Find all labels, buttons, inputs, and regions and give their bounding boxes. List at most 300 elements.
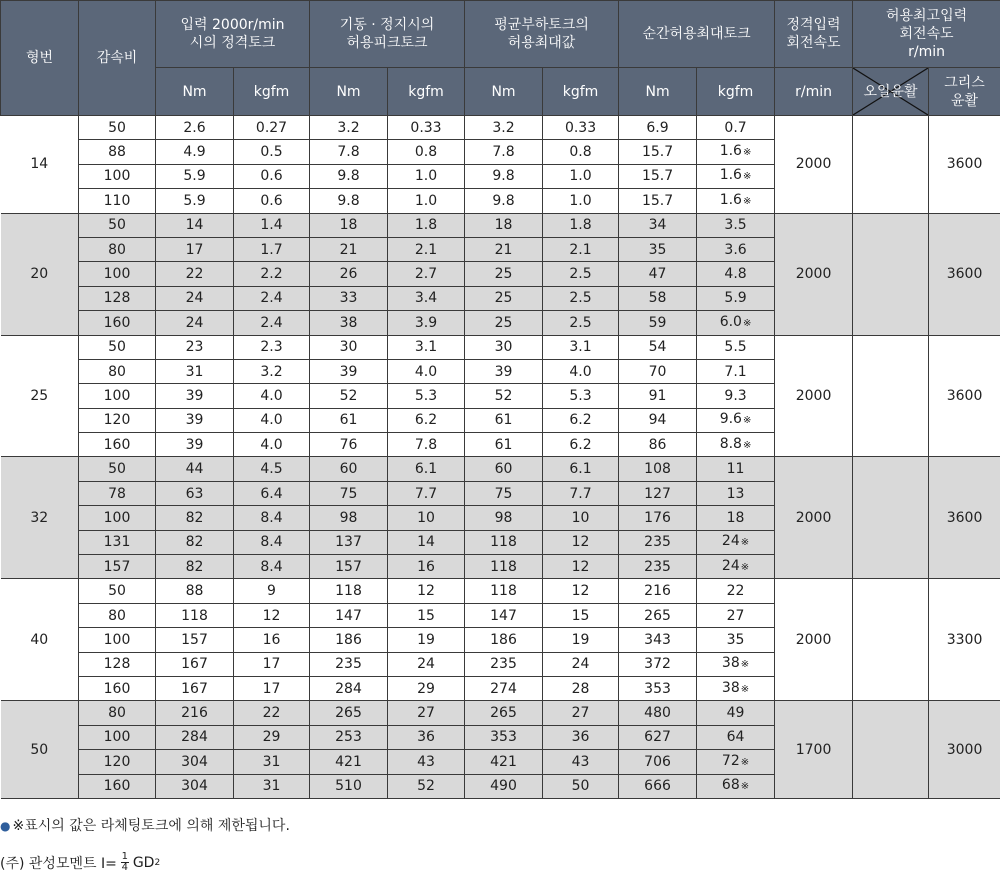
note-bullet-icon: ● [0, 819, 11, 833]
value-cell: 39 [310, 359, 388, 383]
value-cell: 82 [156, 530, 234, 554]
header-rated-torque-line1: 입력 2000r/min [180, 17, 285, 33]
momentary-kgfm-cell [697, 579, 775, 603]
header-oil-lubrication [853, 68, 929, 116]
momentary-kgfm-cell [697, 237, 775, 261]
header-rated-torque [156, 1, 310, 68]
value-cell: 21 [465, 237, 543, 261]
unit-momentary-kgfm: kgfm [697, 68, 775, 116]
value-cell: 76 [310, 433, 388, 457]
unit-rated-kgfm: kgfm [234, 68, 310, 116]
ratio-cell: 80 [79, 701, 156, 725]
value-cell: 167 [156, 652, 234, 676]
value-cell: 1.0 [543, 164, 619, 188]
value-cell: 10 [388, 506, 465, 530]
value-cell: 18 [465, 213, 543, 237]
ratchet-mark: ※ [740, 561, 750, 573]
momentary-kgfm-value: 5.9 [724, 290, 747, 307]
ratchet-mark: ※ [740, 683, 750, 695]
grease-lubrication-line2: 윤활 [951, 92, 979, 109]
ratio-cell: 160 [79, 311, 156, 335]
value-cell: 118 [465, 579, 543, 603]
value-cell: 91 [619, 384, 697, 408]
value-cell: 0.5 [234, 140, 310, 164]
momentary-kgfm-value: 38 [721, 679, 740, 696]
momentary-kgfm-value: 3.5 [724, 217, 747, 234]
momentary-kgfm-value: 49 [726, 705, 745, 722]
momentary-kgfm-cell [697, 189, 775, 213]
value-cell: 2.1 [543, 237, 619, 261]
ratio-cell: 131 [79, 530, 156, 554]
value-cell: 4.0 [543, 359, 619, 383]
momentary-kgfm-value: 1.6 [719, 191, 742, 208]
ratio-cell: 50 [79, 457, 156, 481]
table-header [1, 1, 1000, 116]
ratio-cell: 120 [79, 408, 156, 432]
momentary-kgfm-value: 24 [721, 557, 740, 574]
unit-momentary-nm: Nm [619, 68, 697, 116]
value-cell: 137 [310, 530, 388, 554]
rated-speed-cell: 2000 [775, 213, 853, 335]
value-cell: 22 [156, 262, 234, 286]
value-cell: 5.3 [388, 384, 465, 408]
ratio-cell: 100 [79, 384, 156, 408]
header-max-speed [853, 1, 1000, 68]
value-cell: 29 [388, 676, 465, 700]
value-cell: 15.7 [619, 140, 697, 164]
oil-speed-cell [853, 335, 929, 457]
value-cell: 706 [619, 750, 697, 774]
momentary-kgfm-cell [697, 676, 775, 700]
momentary-kgfm-cell [697, 701, 775, 725]
grease-speed-cell: 3600 [929, 335, 1000, 457]
value-cell: 304 [156, 750, 234, 774]
oil-speed-cell [853, 457, 929, 579]
momentary-kgfm-cell [697, 116, 775, 140]
value-cell: 12 [234, 603, 310, 627]
value-cell: 176 [619, 506, 697, 530]
value-cell: 4.9 [156, 140, 234, 164]
momentary-kgfm-value: 5.5 [724, 339, 747, 356]
header-grease-lubrication [929, 68, 1000, 116]
ratchet-mark: ※ [742, 147, 752, 159]
value-cell: 2.5 [543, 286, 619, 310]
value-cell: 353 [465, 725, 543, 749]
value-cell: 7.7 [388, 481, 465, 505]
value-cell: 23 [156, 335, 234, 359]
momentary-kgfm-cell [697, 555, 775, 579]
table-row [1, 701, 1000, 725]
header-rated-speed [775, 1, 853, 68]
value-cell: 304 [156, 774, 234, 798]
value-cell: 167 [156, 676, 234, 700]
momentary-kgfm-cell [697, 750, 775, 774]
rated-speed-cell: 1700 [775, 701, 853, 799]
ratio-cell: 50 [79, 116, 156, 140]
value-cell: 12 [543, 555, 619, 579]
value-cell: 86 [619, 433, 697, 457]
value-cell: 25 [465, 286, 543, 310]
value-cell: 39 [465, 359, 543, 383]
value-cell: 3.2 [234, 359, 310, 383]
value-cell: 12 [388, 579, 465, 603]
value-cell: 43 [388, 750, 465, 774]
value-cell: 216 [156, 701, 234, 725]
value-cell: 0.6 [234, 164, 310, 188]
value-cell: 63 [156, 481, 234, 505]
value-cell: 7.8 [465, 140, 543, 164]
value-cell: 0.33 [543, 116, 619, 140]
table-row [1, 335, 1000, 359]
value-cell: 5.9 [156, 164, 234, 188]
momentary-kgfm-cell [697, 433, 775, 457]
momentary-kgfm-value: 4.8 [724, 266, 747, 283]
ratio-cell: 160 [79, 676, 156, 700]
momentary-kgfm-value: 9.3 [724, 387, 747, 404]
value-cell: 17 [234, 652, 310, 676]
value-cell: 75 [465, 481, 543, 505]
value-cell: 5.9 [156, 189, 234, 213]
value-cell: 2.6 [156, 116, 234, 140]
momentary-kgfm-cell [697, 408, 775, 432]
value-cell: 186 [465, 628, 543, 652]
value-cell: 59 [619, 311, 697, 335]
value-cell: 60 [465, 457, 543, 481]
value-cell: 3.4 [388, 286, 465, 310]
value-cell: 28 [543, 676, 619, 700]
value-cell: 16 [234, 628, 310, 652]
momentary-kgfm-cell [697, 140, 775, 164]
value-cell: 44 [156, 457, 234, 481]
value-cell: 9.8 [465, 189, 543, 213]
ratchet-mark: ※ [740, 537, 750, 549]
value-cell: 31 [156, 359, 234, 383]
ratio-cell: 100 [79, 725, 156, 749]
value-cell: 157 [156, 628, 234, 652]
value-cell: 9 [234, 579, 310, 603]
unit-peak-kgfm: kgfm [388, 68, 465, 116]
value-cell: 2.3 [234, 335, 310, 359]
value-cell: 88 [156, 579, 234, 603]
value-cell: 26 [310, 262, 388, 286]
momentary-kgfm-cell [697, 286, 775, 310]
momentary-kgfm-value: 27 [726, 607, 745, 624]
value-cell: 265 [619, 603, 697, 627]
value-cell: 24 [543, 652, 619, 676]
model-cell: 20 [1, 213, 79, 335]
value-cell: 3.9 [388, 311, 465, 335]
oil-speed-cell [853, 213, 929, 335]
momentary-kgfm-cell [697, 213, 775, 237]
value-cell: 15.7 [619, 189, 697, 213]
value-cell: 1.8 [388, 213, 465, 237]
value-cell: 24 [388, 652, 465, 676]
value-cell: 47 [619, 262, 697, 286]
grease-speed-cell: 3000 [929, 701, 1000, 799]
value-cell: 12 [543, 530, 619, 554]
value-cell: 627 [619, 725, 697, 749]
value-cell: 6.2 [543, 408, 619, 432]
ratio-cell: 110 [79, 189, 156, 213]
value-cell: 98 [310, 506, 388, 530]
value-cell: 0.8 [388, 140, 465, 164]
value-cell: 17 [156, 237, 234, 261]
value-cell: 61 [465, 408, 543, 432]
oil-speed-cell [853, 579, 929, 701]
value-cell: 1.0 [388, 164, 465, 188]
unit-avg-nm: Nm [465, 68, 543, 116]
value-cell: 118 [310, 579, 388, 603]
header-model: 형번 [1, 1, 79, 116]
momentary-kgfm-cell [697, 481, 775, 505]
value-cell: 353 [619, 676, 697, 700]
value-cell: 1.0 [388, 189, 465, 213]
value-cell: 666 [619, 774, 697, 798]
momentary-kgfm-cell [697, 311, 775, 335]
value-cell: 0.6 [234, 189, 310, 213]
value-cell: 1.8 [543, 213, 619, 237]
value-cell: 5.3 [543, 384, 619, 408]
value-cell: 22 [234, 701, 310, 725]
momentary-kgfm-cell [697, 628, 775, 652]
value-cell: 27 [543, 701, 619, 725]
ratchet-note-text: ※표시의 값은 라체팅토크에 의해 제한됩니다. [12, 818, 290, 834]
value-cell: 33 [310, 286, 388, 310]
model-cell: 40 [1, 579, 79, 701]
model-cell: 25 [1, 335, 79, 457]
value-cell: 1.4 [234, 213, 310, 237]
momentary-kgfm-cell [697, 164, 775, 188]
header-rated-speed-line2: 회전속도 [786, 35, 841, 51]
value-cell: 3.2 [465, 116, 543, 140]
ratchet-mark: ※ [740, 659, 750, 671]
value-cell: 82 [156, 506, 234, 530]
momentary-kgfm-cell [697, 335, 775, 359]
table-row [1, 457, 1000, 481]
ratio-cell: 100 [79, 164, 156, 188]
value-cell: 8.4 [234, 530, 310, 554]
momentary-kgfm-value: 3.6 [724, 241, 747, 258]
ratio-cell: 100 [79, 628, 156, 652]
value-cell: 421 [465, 750, 543, 774]
value-cell: 4.5 [234, 457, 310, 481]
value-cell: 61 [465, 433, 543, 457]
momentary-kgfm-value: 0.7 [724, 119, 747, 136]
ratio-cell: 88 [79, 140, 156, 164]
value-cell: 61 [310, 408, 388, 432]
value-cell: 235 [619, 555, 697, 579]
unit-peak-nm: Nm [310, 68, 388, 116]
momentary-kgfm-value: 1.6 [719, 143, 742, 160]
value-cell: 25 [465, 262, 543, 286]
value-cell: 118 [465, 530, 543, 554]
value-cell: 52 [388, 774, 465, 798]
value-cell: 1.0 [543, 189, 619, 213]
value-cell: 50 [543, 774, 619, 798]
momentary-kgfm-cell [697, 652, 775, 676]
value-cell: 372 [619, 652, 697, 676]
momentary-kgfm-value: 11 [726, 461, 745, 478]
value-cell: 43 [543, 750, 619, 774]
value-cell: 24 [156, 311, 234, 335]
value-cell: 4.0 [234, 408, 310, 432]
header-start-stop-peak-line2: 허용피크토크 [346, 35, 428, 51]
value-cell: 4.0 [388, 359, 465, 383]
grease-lubrication-line1: 그리스 [944, 74, 985, 91]
ratio-cell: 50 [79, 579, 156, 603]
value-cell: 2.5 [543, 311, 619, 335]
header-max-speed-line2: 회전속도 [899, 26, 954, 42]
momentary-kgfm-value: 64 [726, 729, 745, 746]
value-cell: 480 [619, 701, 697, 725]
value-cell: 98 [465, 506, 543, 530]
value-cell: 0.8 [543, 140, 619, 164]
value-cell: 4.0 [234, 384, 310, 408]
momentary-kgfm-cell [697, 774, 775, 798]
value-cell: 36 [388, 725, 465, 749]
ratchet-mark: ※ [742, 171, 752, 183]
value-cell: 0.33 [388, 116, 465, 140]
unit-rated-nm: Nm [156, 68, 234, 116]
value-cell: 186 [310, 628, 388, 652]
header-momentary-max: 순간허용최대토크 [619, 1, 775, 68]
value-cell: 35 [619, 237, 697, 261]
value-cell: 2.4 [234, 311, 310, 335]
table-body [1, 116, 1000, 799]
momentary-kgfm-cell [697, 384, 775, 408]
momentary-kgfm-value: 24 [721, 533, 740, 550]
value-cell: 30 [465, 335, 543, 359]
ratio-cell: 128 [79, 286, 156, 310]
value-cell: 343 [619, 628, 697, 652]
value-cell: 70 [619, 359, 697, 383]
header-max-speed-line3: r/min [908, 44, 945, 60]
value-cell: 14 [388, 530, 465, 554]
momentary-kgfm-cell [697, 603, 775, 627]
momentary-kgfm-value: 9.6 [719, 411, 742, 428]
value-cell: 7.7 [543, 481, 619, 505]
value-cell: 2.2 [234, 262, 310, 286]
value-cell: 2.4 [234, 286, 310, 310]
value-cell: 16 [388, 555, 465, 579]
value-cell: 34 [619, 213, 697, 237]
value-cell: 490 [465, 774, 543, 798]
ratio-cell: 50 [79, 335, 156, 359]
value-cell: 29 [234, 725, 310, 749]
momentary-kgfm-cell [697, 262, 775, 286]
value-cell: 15 [543, 603, 619, 627]
value-cell: 14 [156, 213, 234, 237]
ratchet-mark: ※ [742, 439, 752, 451]
momentary-kgfm-cell [697, 457, 775, 481]
ratio-cell: 80 [79, 237, 156, 261]
momentary-kgfm-value: 7.1 [724, 363, 747, 380]
value-cell: 0.27 [234, 116, 310, 140]
ratio-cell: 50 [79, 213, 156, 237]
momentary-kgfm-cell [697, 506, 775, 530]
value-cell: 36 [543, 725, 619, 749]
value-cell: 265 [310, 701, 388, 725]
value-cell: 24 [156, 286, 234, 310]
value-cell: 31 [234, 750, 310, 774]
value-cell: 38 [310, 311, 388, 335]
value-cell: 235 [619, 530, 697, 554]
ratio-cell: 100 [79, 262, 156, 286]
momentary-kgfm-cell [697, 725, 775, 749]
value-cell: 54 [619, 335, 697, 359]
value-cell: 31 [234, 774, 310, 798]
value-cell: 108 [619, 457, 697, 481]
value-cell: 30 [310, 335, 388, 359]
value-cell: 127 [619, 481, 697, 505]
value-cell: 21 [310, 237, 388, 261]
grease-speed-cell: 3600 [929, 457, 1000, 579]
value-cell: 6.1 [543, 457, 619, 481]
formula-denominator: 4 [121, 862, 129, 873]
oil-speed-cell [853, 116, 929, 214]
header-start-stop-peak-line1: 기동 · 정지시의 [339, 17, 435, 33]
value-cell: 2.5 [543, 262, 619, 286]
formula-exponent: 2 [154, 857, 161, 868]
header-avg-load-max-line1: 평균부하토크의 [494, 17, 589, 33]
ratio-cell: 128 [79, 652, 156, 676]
ratio-cell: 120 [79, 750, 156, 774]
value-cell: 157 [310, 555, 388, 579]
oil-speed-cell [853, 701, 929, 799]
value-cell: 19 [543, 628, 619, 652]
value-cell: 6.9 [619, 116, 697, 140]
header-avg-load-max [465, 1, 619, 68]
rated-speed-cell: 2000 [775, 116, 853, 214]
model-cell: 14 [1, 116, 79, 214]
grease-speed-cell: 3600 [929, 213, 1000, 335]
momentary-kgfm-value: 38 [721, 655, 740, 672]
rated-speed-cell: 2000 [775, 579, 853, 701]
model-cell: 50 [1, 701, 79, 799]
value-cell: 216 [619, 579, 697, 603]
value-cell: 39 [156, 408, 234, 432]
momentary-kgfm-cell [697, 530, 775, 554]
value-cell: 3.1 [543, 335, 619, 359]
momentary-kgfm-value: 8.8 [719, 435, 742, 452]
value-cell: 235 [465, 652, 543, 676]
value-cell: 75 [310, 481, 388, 505]
value-cell: 8.4 [234, 506, 310, 530]
header-rated-speed-line1: 정격입력 [786, 17, 841, 33]
formula-fraction [121, 852, 129, 873]
value-cell: 18 [310, 213, 388, 237]
value-cell: 25 [465, 311, 543, 335]
value-cell: 118 [465, 555, 543, 579]
value-cell: 94 [619, 408, 697, 432]
grease-speed-cell: 3600 [929, 116, 1000, 214]
momentary-kgfm-cell [697, 359, 775, 383]
formula-numerator: 1 [121, 851, 129, 862]
value-cell: 6.1 [388, 457, 465, 481]
value-cell: 39 [156, 384, 234, 408]
value-cell: 284 [156, 725, 234, 749]
value-cell: 9.8 [465, 164, 543, 188]
ratchet-mark: ※ [742, 317, 752, 329]
ratchet-mark: ※ [742, 195, 752, 207]
value-cell: 3.2 [310, 116, 388, 140]
value-cell: 118 [156, 603, 234, 627]
value-cell: 9.8 [310, 164, 388, 188]
header-ratio: 감속비 [79, 1, 156, 116]
value-cell: 274 [465, 676, 543, 700]
ratchet-mark: ※ [740, 781, 750, 793]
value-cell: 2.1 [388, 237, 465, 261]
